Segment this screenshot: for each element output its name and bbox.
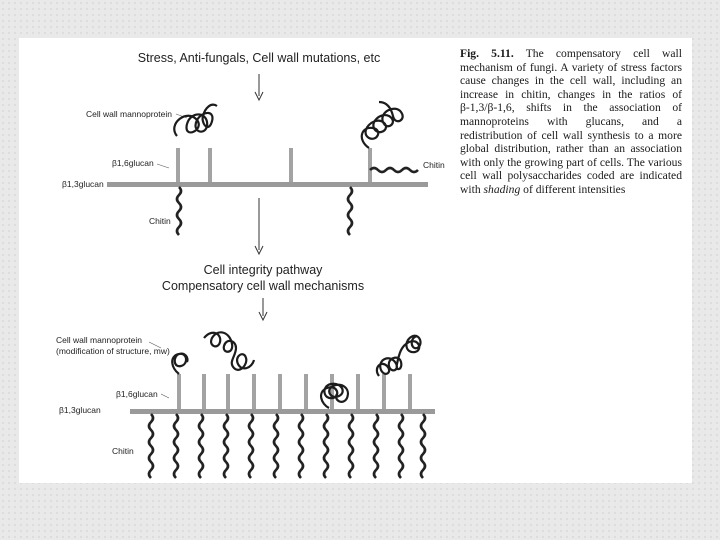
bottom-chitin-label: Chitin	[112, 446, 134, 456]
bottom-b13-glucan-bar	[130, 409, 435, 414]
top-b13-label: β1,3glucan	[62, 179, 104, 189]
arrow-down-icon	[255, 198, 263, 254]
pathway-line1: Cell integrity pathway	[203, 263, 323, 277]
top-chitin-strand	[348, 187, 352, 235]
bottom-mannoprotein-note: (modification of structure, mw)	[56, 346, 170, 356]
caption-emphasis: shading	[483, 182, 521, 196]
top-chitin-strand	[177, 187, 181, 235]
top-b16-label: β1,6glucan	[112, 158, 154, 168]
bottom-b16-label: β1,6glucan	[116, 389, 158, 399]
top-chitin-label: Chitin	[149, 216, 171, 226]
slide-panel	[19, 38, 692, 483]
bottom-chitin-strands	[149, 414, 425, 478]
caption-text: The compensatory cell wall mechanism of fungi. A variety of stress factors cause changes in the cell wall, including an increase in chitin, changes in the ratios of β-1,3/β-1,6, shifts in the association of mannoproteins with glucans, and a redistribution of cell wall synthesis to a more global distribution, rather than an association with only the growing part of cells. The various cell wall polysaccharides coded are indicated with	[460, 47, 682, 196]
caption-text-end: of different intensities	[523, 182, 626, 196]
top-mannoprotein-label: Cell wall mannoprotein	[86, 109, 172, 119]
arrow-down-icon	[255, 74, 263, 100]
figure-caption	[460, 47, 682, 197]
top-b16-posts	[176, 148, 372, 182]
bottom-mannoprotein-label: Cell wall mannoprotein	[56, 335, 142, 345]
top-mannoprotein-coil	[174, 105, 217, 136]
bottom-b13-label: β1,3glucan	[59, 405, 101, 415]
top-b13-glucan-bar	[107, 182, 428, 187]
top-mannoprotein-coil	[362, 102, 403, 148]
top-chitin-horizontal	[370, 168, 418, 172]
cell-wall-figure	[19, 38, 459, 483]
top-title: Stress, Anti-fungals, Cell wall mutations, etc	[137, 51, 381, 65]
pathway-line2: Compensatory cell wall mechanisms	[161, 279, 365, 293]
caption-figure-number: Fig. 5.11.	[460, 47, 514, 60]
arrow-down-icon	[259, 298, 267, 320]
top-chitin-right-label: Chitin	[423, 160, 445, 170]
bottom-b16-posts	[177, 374, 412, 409]
